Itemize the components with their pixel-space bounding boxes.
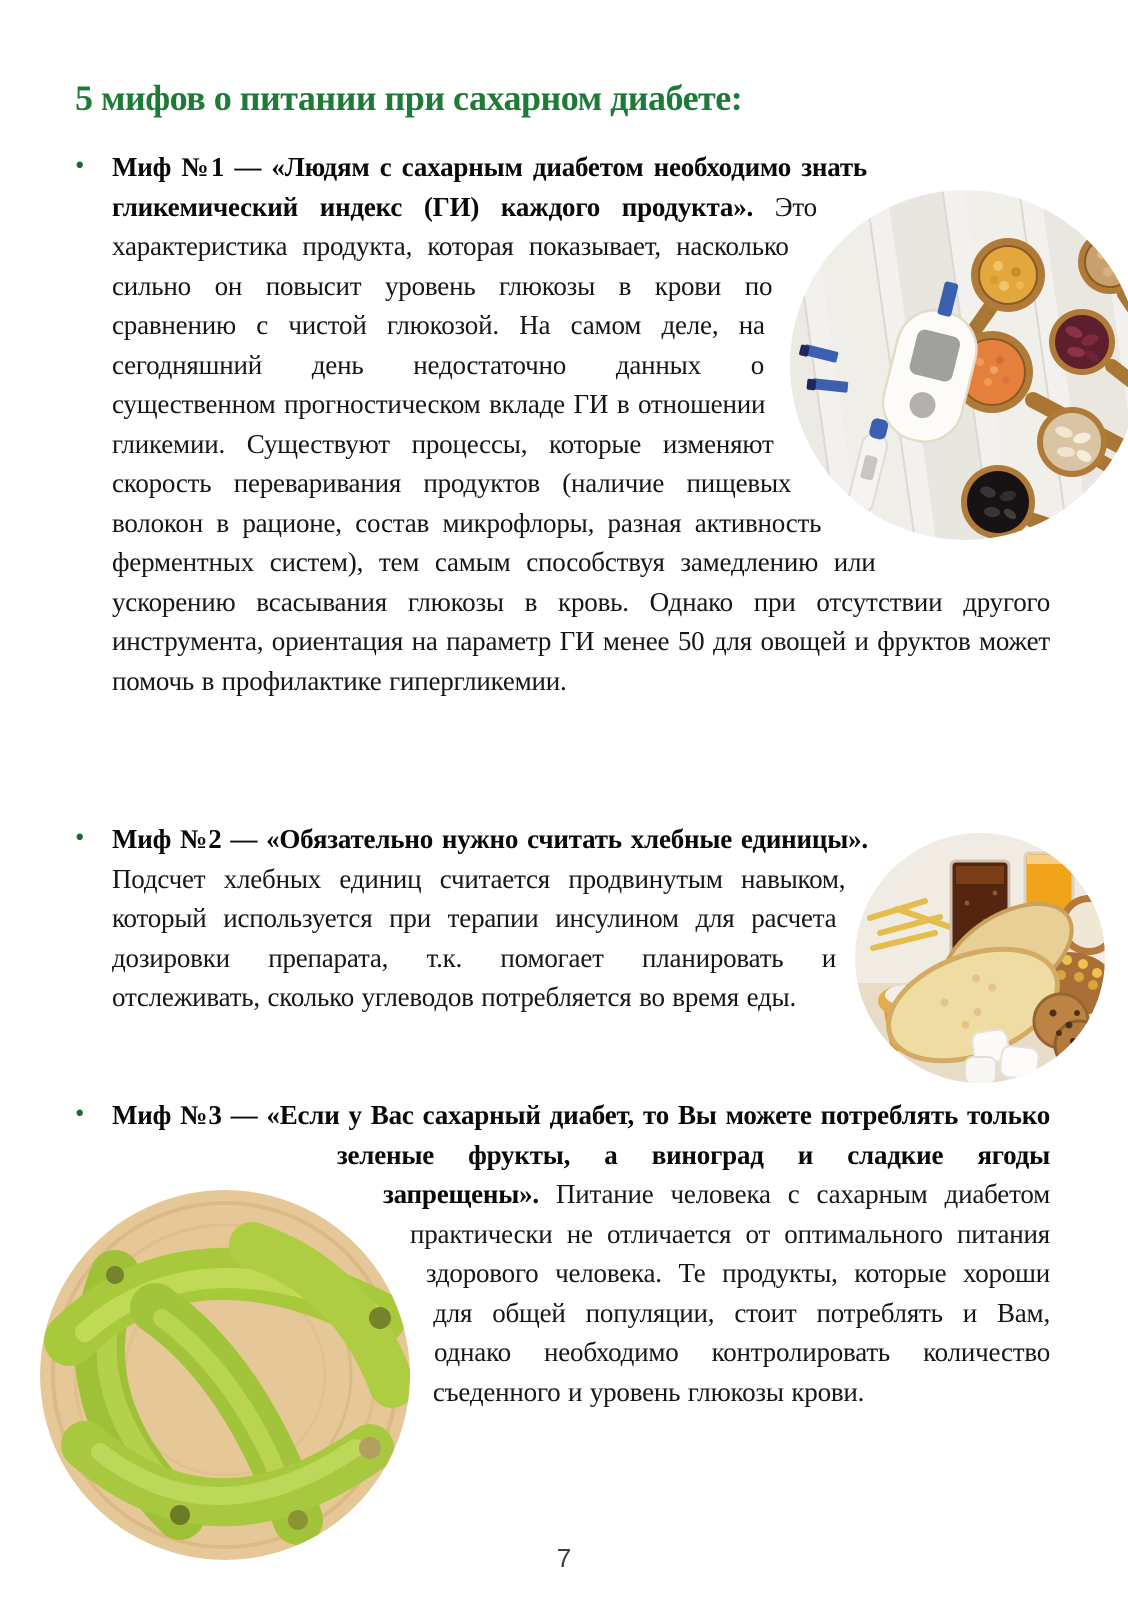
myth-3-body: Питание человека с сахарным диабетом практически не отличается от оптимального питания здорового человека. Те продукты, которые хороши для общей популяции, стоит потреблять и Вам, однако необходимо контролировать количество съеденного и уровень глюкозы крови.: [409, 1179, 1050, 1407]
myth-1-lead: Миф №1 — «Людям с сахарным диабетом необходимо знать гликемический индекс (ГИ) каждого продукта».: [112, 152, 868, 222]
carbohydrate-foods-photo: [855, 833, 1105, 1083]
page-number: 7: [556, 1543, 572, 1573]
bullet-marker: •: [75, 1098, 85, 1128]
myth-2-body: Подсчет хлебных единиц считается продвинутым навыком, который используется при терапии инсулином для расчета дозировки препарата, т.к. помогает планировать и отслеживать, сколько углеводов потребляется во время еды.: [112, 863, 846, 1012]
myth-3-lead: Миф №3 — «Если у Вас сахарный диабет, то Вы можете потреблять только зеленые фрукты, а виноград и сладкие ягоды запрещены».: [112, 1100, 1050, 1209]
page-title: 5 мифов о питании при сахарном диабете:: [75, 78, 743, 118]
bullet-marker: •: [75, 150, 85, 180]
myth-1-body: Это характеристика продукта, которая показывает, насколько сильно он повысит уровень глюкозы в крови по сравнению с чистой глюкозой. На самом деле, на сегодняшний день недостаточно данных о существенном прогностическом вкладе ГИ в отношении гликемии. Существуют процессы, которые изменяют скорость переваривания продуктов (наличие пищевых волокон в рационе, состав микрофлоры, разная активность ферментных систем), тем самым способствуя замедлению или ускорению всасывания глюкозы в кровь. Однако при отсутствии другого инструмента, ориентация на параметр ГИ менее 50 для овощей и фруктов может помочь в профилактике гипергликемии.: [112, 191, 1050, 696]
myth-2-lead: Миф №2 — «Обязательно нужно считать хлебные единицы».: [112, 824, 868, 854]
legumes-and-glucometer-photo: [790, 190, 1128, 540]
bullet-marker: •: [75, 822, 85, 852]
green-bananas-photo: [40, 1190, 410, 1560]
